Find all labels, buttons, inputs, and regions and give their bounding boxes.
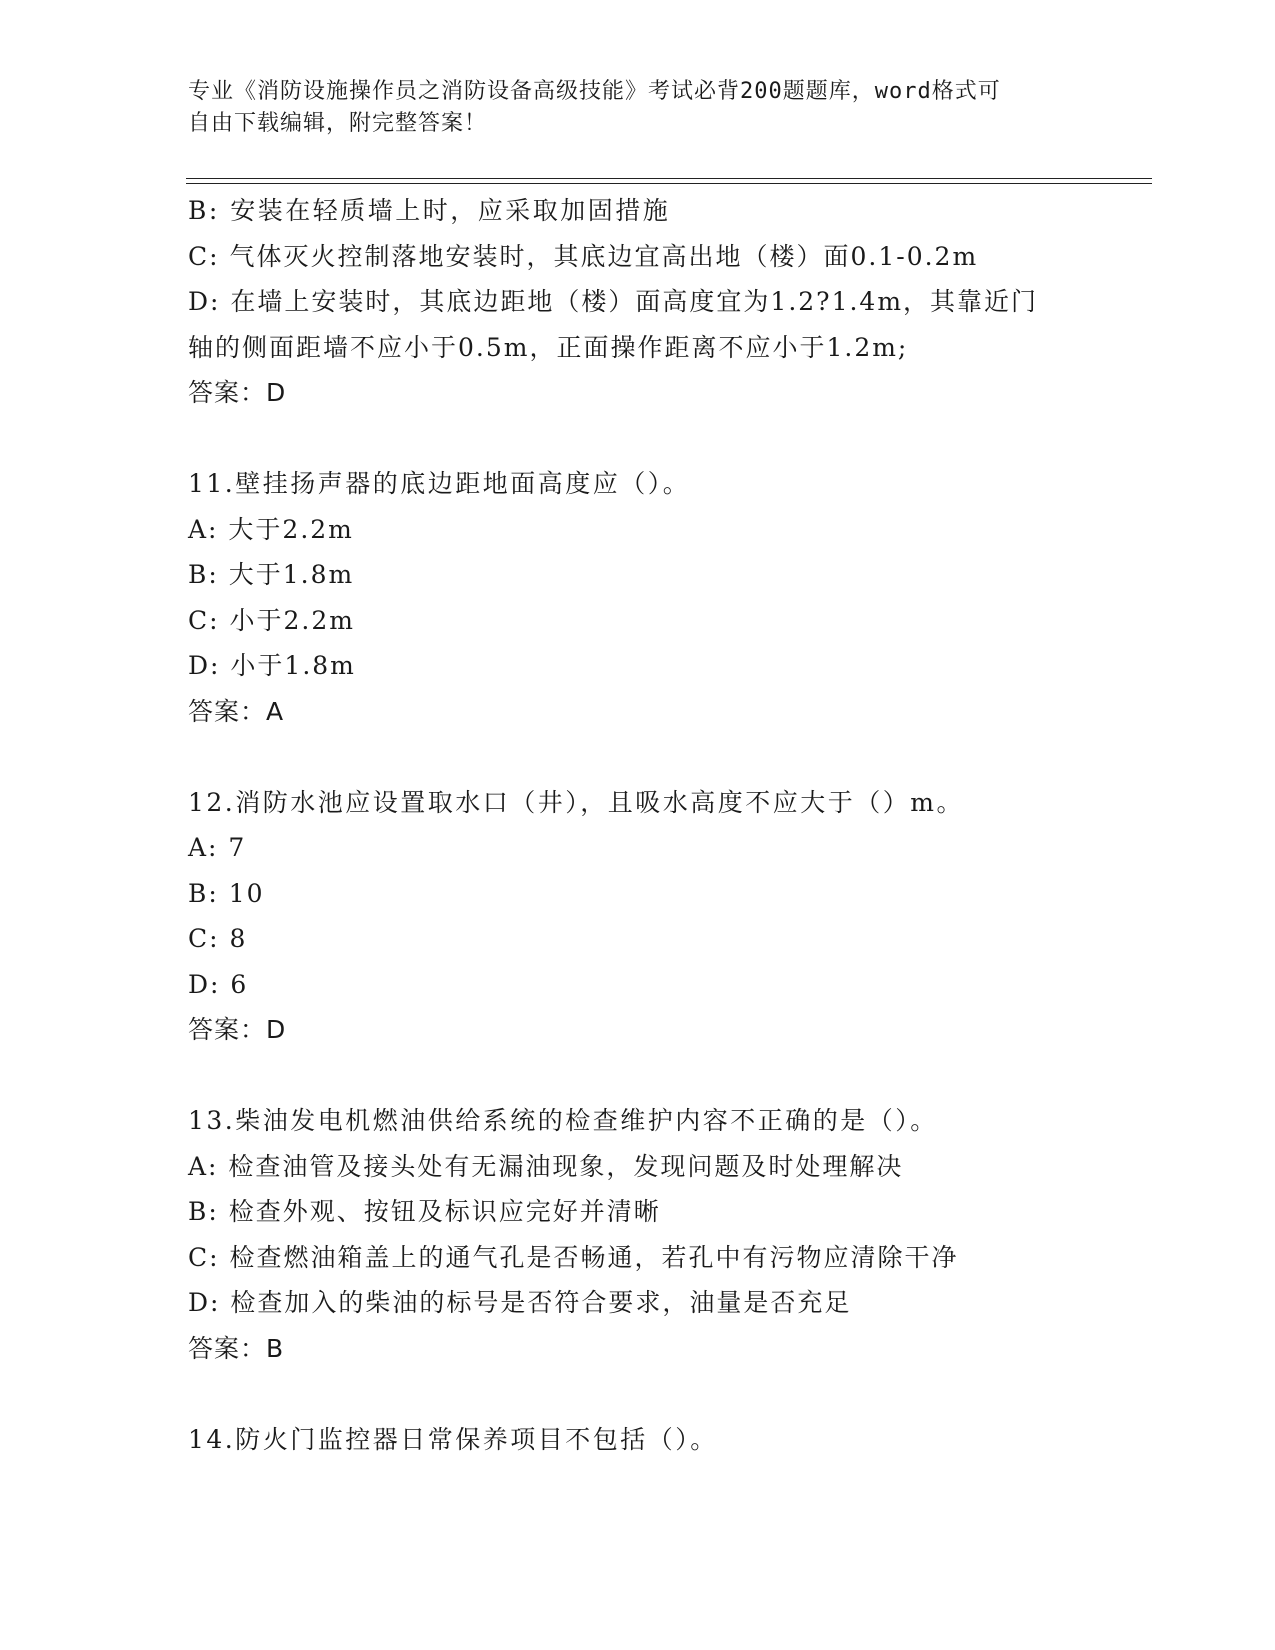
question-14 xyxy=(188,1417,1168,1463)
document-header xyxy=(188,76,1088,140)
question-content xyxy=(188,188,1168,1462)
question-10-continued xyxy=(188,188,1168,416)
option-d-continued: 轴的侧面距墙不应小于0.5m，正面操作距离不应小于1.2m; xyxy=(188,332,909,362)
header-rule-bottom xyxy=(186,183,1152,184)
question-11 xyxy=(188,461,1168,734)
option-b: B: 10 xyxy=(188,878,265,908)
spacer xyxy=(188,734,1168,780)
option-a: A: 大于2.2m xyxy=(188,514,354,544)
question-12 xyxy=(188,780,1168,1053)
option-a: A: 检查油管及接头处有无漏油现象，发现问题及时处理解决 xyxy=(188,1151,904,1181)
option-b: B: 安装在轻质墙上时，应采取加固措施 xyxy=(188,196,671,225)
option-b: B: 大于1.8m xyxy=(188,560,355,589)
header-rule-top xyxy=(186,178,1152,179)
option-c: C: 检查燃油箱盖上的通气孔是否畅通，若孔中有污物应清除干净 xyxy=(188,1242,959,1272)
spacer xyxy=(188,1371,1168,1417)
question-stem: 14.防火门监控器日常保养项目不包括（）。 xyxy=(188,1424,718,1454)
option-c: C: 小于2.2m xyxy=(188,605,355,635)
option-d: D: 6 xyxy=(188,969,249,999)
answer: 答案：D xyxy=(188,1015,287,1044)
option-b: B: 检查外观、按钮及标识应完好并清晰 xyxy=(188,1197,661,1226)
option-d: D: 在墙上安装时，其底边距地（楼）面高度宜为1.2?1.4m，其靠近门 xyxy=(188,287,1039,316)
spacer xyxy=(188,1053,1168,1099)
question-stem: 11.壁挂扬声器的底边距地面高度应（）。 xyxy=(188,469,691,498)
answer: 答案：A xyxy=(188,696,285,726)
spacer xyxy=(188,416,1168,462)
option-d: D: 检查加入的柴油的标号是否符合要求，油量是否充足 xyxy=(188,1288,852,1317)
question-13 xyxy=(188,1098,1168,1371)
answer: 答案：D xyxy=(188,378,287,407)
option-d: D: 小于1.8m xyxy=(188,651,356,680)
question-stem: 12.消防水池应设置取水口（井），且吸水高度不应大于（）m。 xyxy=(188,787,964,817)
answer: 答案：B xyxy=(188,1333,285,1363)
option-a: A: 7 xyxy=(188,833,247,862)
option-c: C: 气体灭火控制落地安装时，其底边宜高出地（楼）面0.1-0.2m xyxy=(188,241,979,271)
header-line-2: 自由下载编辑，附完整答案！ xyxy=(188,111,488,136)
question-stem: 13.柴油发电机燃油供给系统的检查维护内容不正确的是（）。 xyxy=(188,1106,938,1135)
header-line-1: 专业《消防设施操作员之消防设备高级技能》考试必背200题题库，word格式可 xyxy=(188,79,1001,104)
option-c: C: 8 xyxy=(188,924,248,953)
